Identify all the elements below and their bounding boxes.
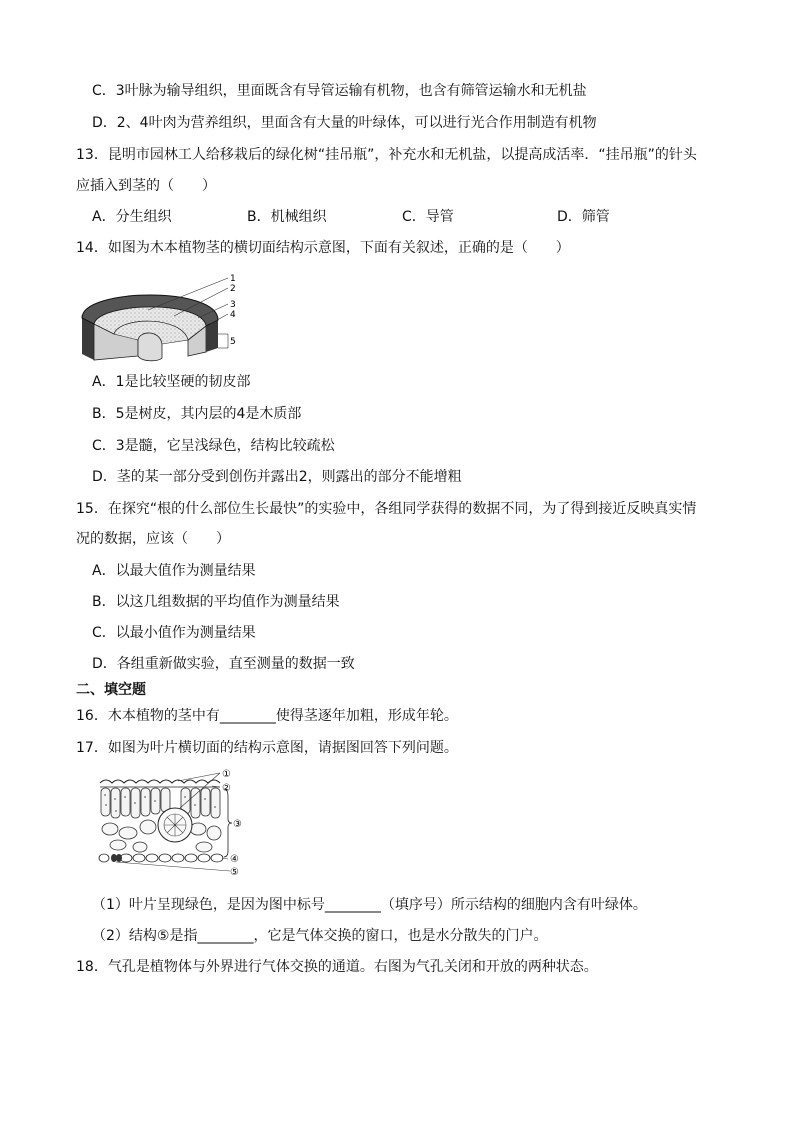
q12-option-c: C．3叶脉为输导组织，里面既含有导管运输有机物，也含有筛管运输水和无机盐 [92, 83, 587, 99]
q13-option-b: B．机械组织 [247, 209, 327, 225]
q13-stem-line2: 应插入到茎的（ ） [76, 178, 216, 194]
stem-cross-section-figure [78, 268, 248, 366]
leaf-label-2: ② [222, 783, 231, 794]
stem-label-3: 3 [230, 300, 236, 310]
q17-part2: （2）结构⑤是指________，它是气体交换的窗口，也是水分散失的门户。 [92, 928, 548, 944]
leaf-cross-section-figure [96, 767, 246, 879]
q12-option-d: D．2、4叶肉为营养组织，里面含有大量的叶绿体，可以进行光合作用制造有机物 [92, 115, 597, 131]
stem-label-1: 1 [230, 274, 236, 284]
stem-label-4: 4 [230, 310, 236, 320]
q15-stem-line1: 15．在探究“根的什么部位生长最快”的实验中，各组同学获得的数据不同，为了得到接近反映真实情 [76, 501, 697, 517]
q16: 16．木本植物的茎中有________使得茎逐年加粗，形成年轮。 [76, 708, 458, 724]
q14-option-d: D．茎的某一部分受到创伤并露出2，则露出的部分不能增粗 [92, 469, 462, 485]
q17-part1: （1）叶片呈现绿色，是因为图中标号________（填序号）所示结构的细胞内含有叶绿体。 [92, 897, 647, 913]
q15-option-d: D．各组重新做实验，直至测量的数据一致 [92, 656, 355, 672]
q14-option-c: C．3是髓，它呈浅绿色，结构比较疏松 [92, 438, 335, 454]
q17-stem: 17．如图为叶片横切面的结构示意图，请据图回答下列问题。 [76, 740, 458, 756]
leaf-label-3: ③ [233, 819, 242, 830]
leaf-label-5: ⑤ [230, 867, 239, 878]
q15-stem-line2: 况的数据，应该（ ） [76, 531, 230, 547]
q13-stem-line1: 13．昆明市园林工人给移栽后的绿化树“挂吊瓶”，补充水和无机盐，以提高成活率．“挂吊瓶”的针头 [76, 147, 697, 163]
q18: 18．气孔是植物体与外界进行气体交换的通道。右图为气孔关闭和开放的两种状态。 [76, 959, 598, 975]
q14-stem: 14．如图为木本植物茎的横切面结构示意图，下面有关叙述，正确的是（ ） [76, 240, 570, 256]
q15-option-b: B．以这几组数据的平均值作为测量结果 [92, 594, 340, 610]
q15-option-a: A．以最大值作为测量结果 [92, 563, 256, 579]
q14-option-a: A．1是比较坚硬的韧皮部 [92, 374, 251, 390]
q13-option-a: A．分生组织 [92, 209, 172, 225]
q14-option-b: B．5是树皮，其内层的4是木质部 [92, 406, 302, 422]
q13-option-c: C．导管 [402, 209, 454, 225]
stem-label-2: 2 [230, 284, 236, 294]
stem-label-5: 5 [230, 337, 236, 347]
q13-option-d: D．筛管 [557, 209, 610, 225]
section-heading-fill-in: 二、填空题 [76, 682, 146, 698]
leaf-label-4: ④ [230, 854, 239, 865]
q15-option-c: C．以最小值作为测量结果 [92, 625, 256, 641]
leaf-label-1: ① [222, 769, 231, 780]
